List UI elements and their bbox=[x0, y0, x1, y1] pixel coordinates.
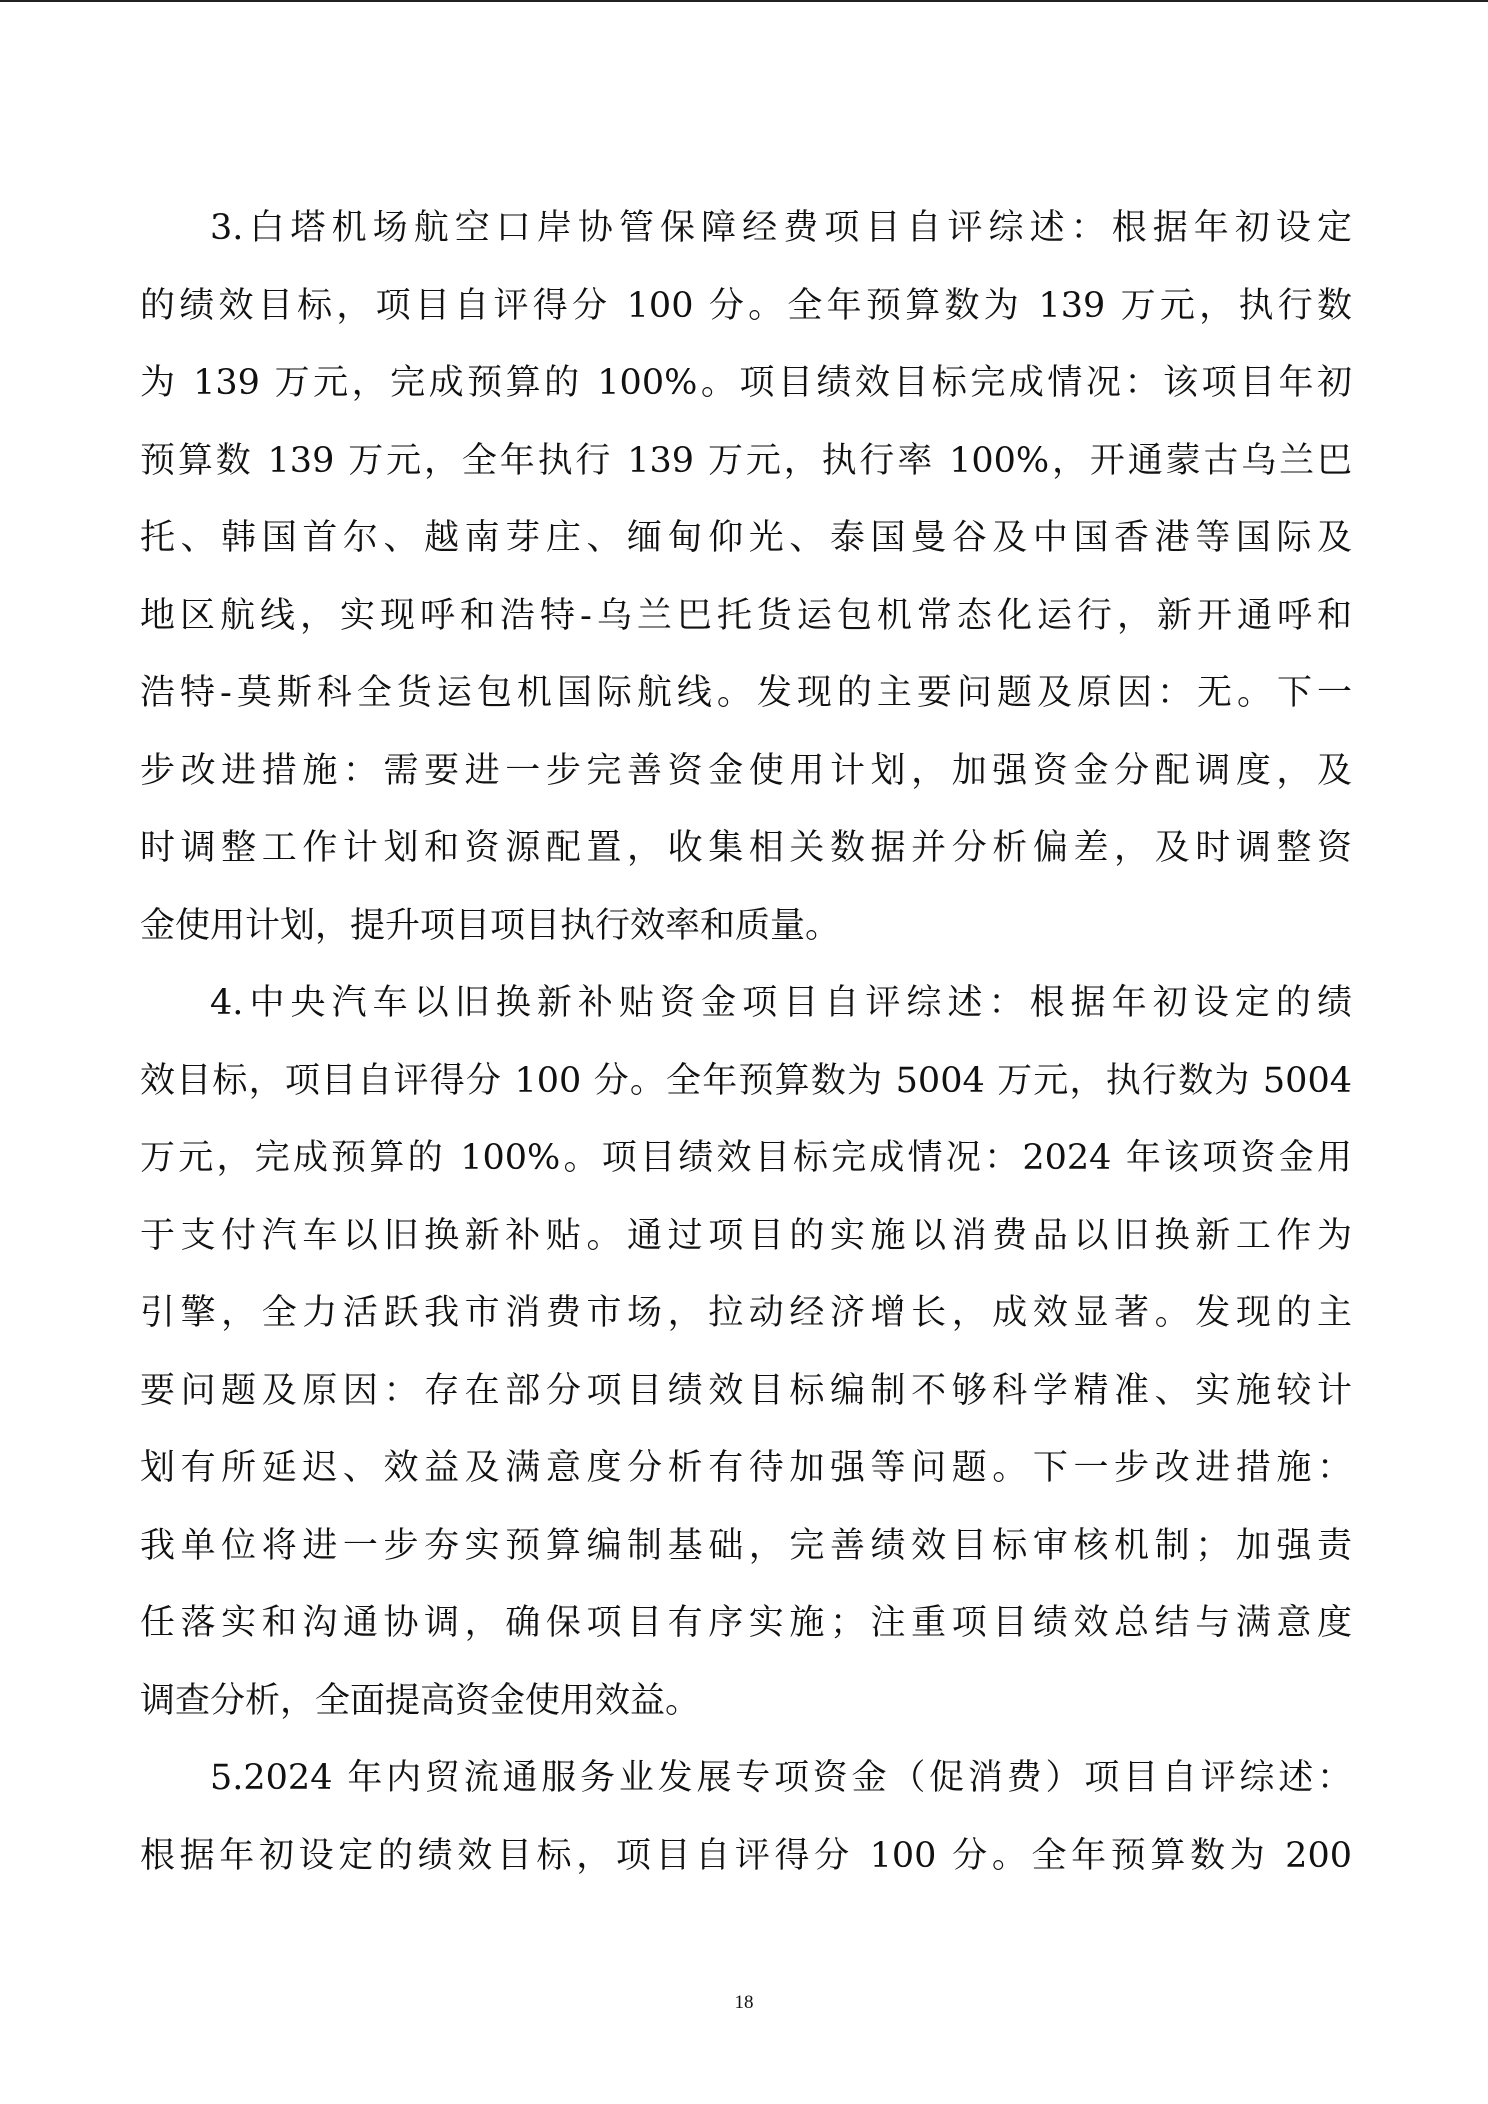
text-line: 于支付汽车以旧换新补贴。通过项目的实施以消费品以旧换新工作为 bbox=[140, 1215, 1352, 1256]
text-line: 金使用计划，提升项目项目执行效率和质量。 bbox=[140, 905, 841, 946]
text-line: 划有所延迟、效益及满意度分析有待加强等问题。下一步改进措施： bbox=[140, 1448, 1352, 1488]
text-line: 万元，完成预算的 100%。项目绩效目标完成情况：2024 年该项资金用 bbox=[140, 1138, 1352, 1178]
page-number: 18 bbox=[734, 1992, 754, 2013]
text-line: 步改进措施：需要进一步完善资金使用计划，加强资金分配调度，及 bbox=[140, 750, 1352, 791]
text-line: 的绩效目标，项目自评得分 100 分。全年预算数为 139 万元，执行数 bbox=[140, 285, 1352, 326]
text-line: 要问题及原因：存在部分项目绩效目标编制不够科学精准、实施较计 bbox=[140, 1370, 1352, 1411]
text-line: 我单位将进一步夯实预算编制基础，完善绩效目标审核机制；加强责 bbox=[140, 1525, 1352, 1566]
paragraph-item-3 bbox=[140, 190, 1352, 965]
text-line: 4.中央汽车以旧换新补贴资金项目自评综述：根据年初设定的绩 bbox=[210, 983, 1352, 1023]
text-line: 任落实和沟通协调，确保项目有序实施；注重项目绩效总结与满意度 bbox=[140, 1603, 1352, 1643]
text-line: 托、韩国首尔、越南芽庄、缅甸仰光、泰国曼谷及中国香港等国际及 bbox=[140, 518, 1352, 558]
paragraph-item-5 bbox=[140, 1740, 1352, 1895]
text-line: 3.白塔机场航空口岸协管保障经费项目自评综述：根据年初设定 bbox=[210, 208, 1352, 248]
text-line: 时调整工作计划和资源配置，收集相关数据并分析偏差，及时调整资 bbox=[140, 828, 1352, 868]
text-line: 预算数 139 万元，全年执行 139 万元，执行率 100%，开通蒙古乌兰巴 bbox=[140, 440, 1352, 481]
text-line: 5.2024 年内贸流通服务业发展专项资金（促消费）项目自评综述： bbox=[210, 1758, 1352, 1798]
top-border-line bbox=[0, 0, 1488, 2]
text-line: 浩特-莫斯科全货运包机国际航线。发现的主要问题及原因：无。下一 bbox=[140, 673, 1352, 713]
document-body bbox=[140, 190, 1352, 1895]
text-line: 引擎，全力活跃我市消费市场，拉动经济增长，成效显著。发现的主 bbox=[140, 1293, 1352, 1333]
text-line: 根据年初设定的绩效目标，项目自评得分 100 分。全年预算数为 200 bbox=[140, 1835, 1352, 1876]
text-line: 调查分析，全面提高资金使用效益。 bbox=[140, 1680, 701, 1721]
paragraph-item-4 bbox=[140, 965, 1352, 1740]
text-line: 为 139 万元，完成预算的 100%。项目绩效目标完成情况：该项目年初 bbox=[140, 363, 1352, 403]
text-line: 地区航线，实现呼和浩特-乌兰巴托货运包机常态化运行，新开通呼和 bbox=[140, 595, 1352, 636]
text-line: 效目标，项目自评得分 100 分。全年预算数为 5004 万元，执行数为 5004 bbox=[140, 1060, 1352, 1101]
